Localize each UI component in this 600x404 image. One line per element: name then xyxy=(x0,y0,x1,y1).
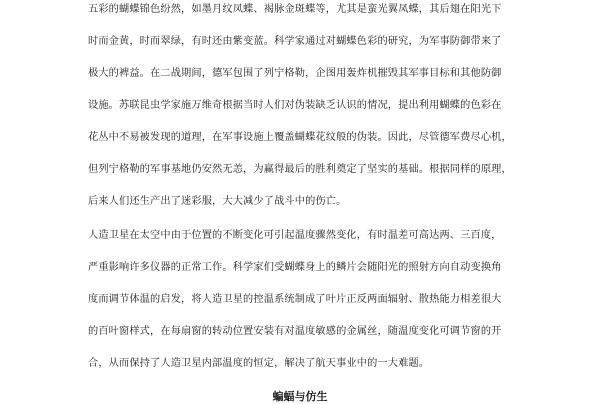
text-line: 极大的裨益。在二战期间，德军包围了列宁格勒，企图用轰炸机摧毁其军事目标和其他防御 xyxy=(88,68,502,79)
text-line: 五彩的蝴蝶锦色纷然，如墨月纹凤蝶、褐脉金斑蝶等，尤其是蛮光翼凤蝶，其后翅在阳光下 xyxy=(88,4,502,15)
text-line: 人造卫星在太空中由于位置的不断变化可引起温度骤然变化，有时温差可高达两、三百度， xyxy=(88,230,502,241)
text-line: 度而调节体温的启发，将人造卫星的控温系统制成了叶片正反两面辐射、散热能力相差很大 xyxy=(88,294,502,305)
text-line: 后来人们还生产出了迷彩服，大大减少了战斗中的伤亡。 xyxy=(88,196,347,207)
text-line: 严重影响许多仪器的正常工作。科学家们受蝴蝶身上的鳞片会随阳光的照射方向自动变换角 xyxy=(88,262,502,273)
text-line: 花丛中不易被发现的道理，在军事设施上覆盖蝴蝶花纹般的伪装。因此，尽管德军费尽心机， xyxy=(88,132,512,143)
text-line: 时而金黄，时而翠绿，有时还由紫变蓝。科学家通过对蝴蝶色彩的研究，为军事防御带来了 xyxy=(88,36,502,47)
text-line: 合，从而保持了人造卫星内部温度的恒定，解决了航天事业中的一大难题。 xyxy=(88,358,430,369)
text-line: 的百叶窗样式，在每扇窗的转动位置安装有对温度敏感的金属丝，随温度变化可调节窗的开 xyxy=(88,326,502,337)
section-heading: 蝙蝠与仿生 xyxy=(272,390,328,403)
text-line: 设施。苏联昆虫学家施万维奇根据当时人们对伪装缺乏认识的情况，提出利用蝴蝶的色彩在 xyxy=(88,100,502,111)
text-line: 但列宁格勒的军事基地仍安然无恙，为赢得最后的胜利奠定了坚实的基础。根据同样的原理， xyxy=(88,164,512,175)
